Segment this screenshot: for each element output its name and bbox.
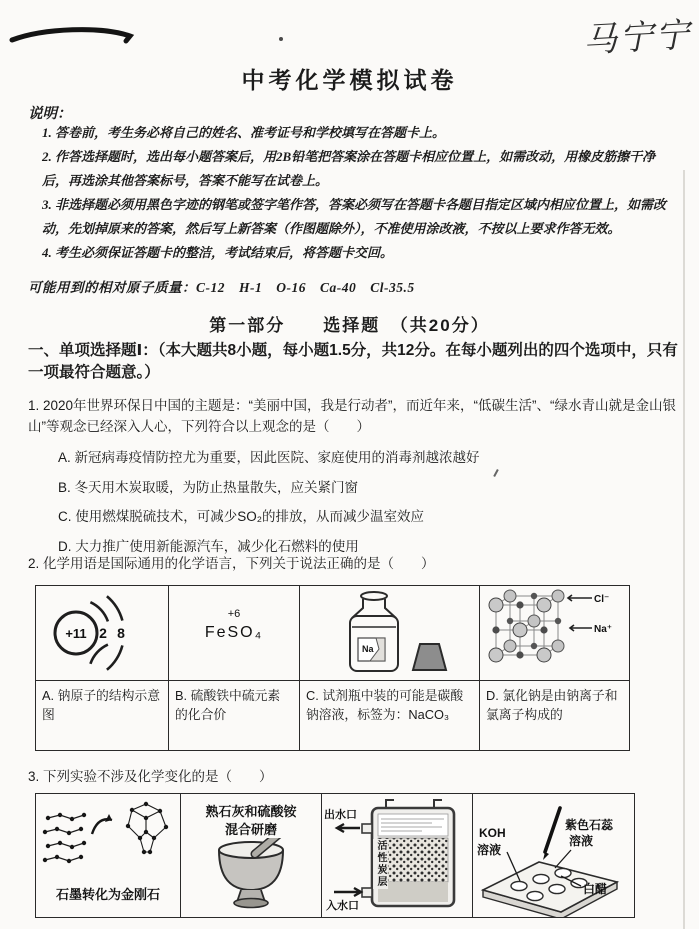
note-item: 3. 非选择题必须用黑色字迹的钢笔或签字笔作答，答案必须写在答题卡各题目指定区域内相应位置上，如需改动，先划掉原来的答案，然后写上新答案（作图题除外），不准使用涂改液，不按以上要求作答无效。 (42, 197, 667, 236)
section1-intro: 一、单项选择题Ⅰ：（本大题共8小题，每小题1.5分，共12分。在每小题列出的四个选项中，只有一项最符合题意。） (28, 342, 678, 381)
litmus-label-line2: 溶液 (569, 834, 594, 848)
reagent-bottle-figure (299, 586, 479, 680)
notes-list (42, 121, 676, 265)
atom-shell1-label: 2 (99, 625, 107, 641)
part1-heading: 第一部分 选择题 （共20分） (209, 316, 490, 335)
litmus-label-line1: 紫色石蕊 (565, 818, 614, 832)
valence-label: +6 (227, 608, 241, 620)
vinegar-label: 白醋 (583, 882, 608, 896)
note-item: 4. 考生必须保证答题卡的整洁，考试结束后，将答题卡交回。 (42, 245, 394, 260)
q1-option-b: B. 冬天用木炭取暖，为防止热量散失，应关紧门窗 (58, 479, 359, 495)
crystal-na-label: Na⁺ (594, 624, 613, 635)
graphite-caption: 石墨转化为金刚石 (55, 887, 160, 902)
bottle-label-text: Na (362, 644, 374, 654)
q2-caption-c: C. 试剂瓶中装的可能是碳酸钠溶液，标签为：NaCO₃ (299, 680, 479, 750)
q1-option-d: D. 大力推广使用新能源汽车，减少化石燃料的使用 (58, 538, 359, 554)
graphite-diamond-figure (36, 794, 180, 917)
filter-layer-label: 活性炭层 (375, 840, 386, 888)
notes-heading: 说明： (28, 106, 72, 122)
atom-structure-figure (36, 586, 168, 680)
nacl-crystal-figure (479, 586, 629, 680)
note-item: 2. 作答选择题时，选出每小题答案后，用2B铅笔把答案涂在答题卡相应位置上，如需改动，用橡皮筋擦干净后，再选涂其他答案标号，答案不能写在试卷上。 (42, 149, 656, 188)
note-item: 1. 答卷前，考生务必将自己的姓名、准考证号和学校填写在答题卡上。 (42, 125, 446, 140)
atomic-masses-line: 可能用到的相对原子质量：C-12 H-1 O-16 Ca-40 Cl-35.5 (28, 280, 415, 295)
page-title: 中考化学模拟试卷 (241, 67, 458, 93)
ink-dot-artifact (279, 37, 283, 41)
atom-nucleus-label: +11 (65, 626, 87, 641)
mortar-caption-line2: 混合研磨 (224, 822, 277, 837)
q2-caption-b: B. 硫酸铁中硫元素的化合价 (168, 680, 299, 750)
q2-caption-a: A. 钠原子的结构示意图 (36, 680, 168, 750)
q2-caption-d: D. 氯化钠是由钠离子和氯离子构成的 (479, 680, 629, 750)
q2-options-table (35, 585, 630, 751)
q1-stem: 1. 2020年世界环保日中国的主题是：“美丽中国，我是行动者”，而近年来，“低碳生活”、“绿水青山就是金山银山”等观念已经深入人心，下列符合以上观念的是（ ） (28, 398, 677, 434)
q1-options (58, 448, 678, 566)
valence-formula-figure (168, 586, 299, 680)
mortar-caption-line1: 熟石灰和硫酸铵 (205, 804, 297, 819)
water-filter-figure (321, 794, 472, 917)
atom-shell2-label: 8 (117, 625, 125, 641)
handwritten-signature: 马宁宁 (582, 15, 693, 61)
koh-label-line1: KOH (479, 826, 506, 840)
crystal-cl-label: Cl⁻ (594, 594, 610, 605)
q1-option-a: A. 新冠病毒疫情防控尤为重要，因此医院、家庭使用的消毒剂越浓越好 (58, 450, 480, 465)
filter-outlet-label: 出水口 (324, 809, 357, 821)
q1-option-c: C. 使用燃煤脱硫技术，可减少SO₂的排放，从而减少温室效应 (58, 509, 424, 524)
spot-plate-figure (472, 794, 634, 917)
formula-label: FeSO₄ (204, 624, 264, 641)
koh-label-line2: 溶液 (477, 843, 502, 857)
q3-options-table (35, 793, 635, 918)
pen-stroke-artifact (6, 20, 140, 54)
mortar-pestle-figure (180, 794, 321, 917)
page-edge-shadow (683, 170, 685, 929)
q3-stem: 3. 下列实验不涉及化学变化的是（ ） (28, 769, 273, 784)
q2-stem: 2. 化学用语是国际通用的化学语言，下列关于说法正确的是（ ） (28, 556, 435, 571)
filter-inlet-label: 入水口 (326, 900, 359, 912)
